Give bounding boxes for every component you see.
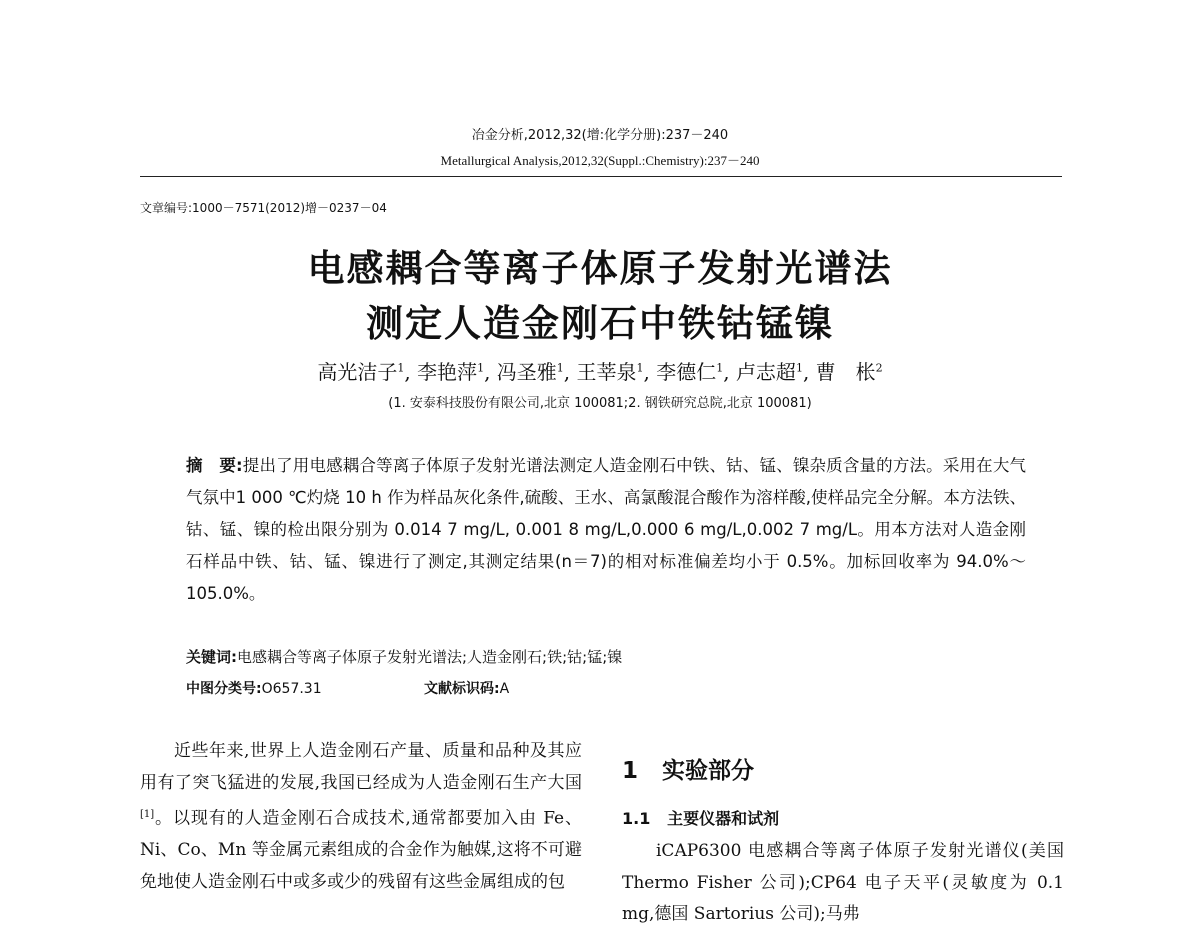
journal-header-en: Metallurgical Analysis,2012,32(Suppl.:Chemistry):237－240 (440, 153, 760, 168)
doc-code-label: 文献标识码: (424, 681, 500, 697)
citation-ref: [1] (140, 809, 155, 820)
experimental-paragraph: iCAP6300 电感耦合等离子体原子发射光谱仪(美国 Thermo Fisher 公司);CP64 电子天平(灵敏度为 0.1 mg,德国 Sartorius 公司);马弗 (622, 841, 1064, 924)
title-line-1: 电感耦合等离子体原子发射光谱法 (307, 247, 893, 290)
author-affiliation-mark: 1 (397, 361, 405, 375)
author-affiliation-mark: 2 (875, 361, 883, 375)
intro-text-cont: 。以现有的人造金刚石合成技术,通常都要加入由 Fe、Ni、Co、Mn 等金属元素组成的合金作为触媒,这将不可避免地使人造金刚石中或多或少的残留有这些金属组成的包 (140, 808, 582, 892)
section-title: 实验部分 (662, 758, 755, 784)
author-name: 曹 枨 (815, 360, 876, 384)
subsection-number: 1.1 (622, 809, 651, 828)
keywords-label: 关键词: (186, 648, 237, 666)
experimental-column (622, 836, 1064, 931)
author-name: 高光洁子 (317, 360, 398, 384)
author-affiliation-mark: 1 (556, 361, 564, 375)
intro-paragraph (140, 736, 582, 898)
abstract-label: 摘 要: (186, 456, 243, 475)
abstract (186, 450, 1026, 610)
author-name: 王莘泉 (576, 360, 637, 384)
article-number: 文章编号:1000－7571(2012)增－0237－04 (140, 201, 387, 215)
author-list: 高光洁子$^1$, 李艳萍$^1$, 冯圣雅$^1$, 王莘泉$^1$, 李德仁$^1$, 卢志超$^1$, 曹 枨$^2$ (317, 360, 883, 384)
subsection-title: 主要仪器和试剂 (667, 809, 780, 828)
author-affiliation-mark: 1 (477, 361, 485, 375)
doc-code-value: A (499, 681, 510, 697)
author-name: 卢志超 (735, 360, 796, 384)
author-name: 李艳萍 (417, 360, 478, 384)
subsection-heading (622, 806, 779, 829)
keywords (186, 646, 622, 667)
affiliations: (1. 安泰科技股份有限公司,北京 100081;2. 钢铁研究总院,北京 100081) (388, 396, 812, 411)
classification-line (186, 678, 510, 698)
abstract-text: 提出了用电感耦合等离子体原子发射光谱法测定人造金刚石中铁、钴、锰、镍杂质含量的方法。采用在大气气氛中1 000 ℃灼烧 10 h 作为样品灰化条件,硫酸、王水、高氯酸混合酸作为溶样酸,使样品完全分解。本方法铁、钴、锰、镍的检出限分别为 0.014 7 mg/L, 0.001 8 mg/L,0.000 6 mg/L,0.002 7 mg/L。用本方法对人造金刚石样品中铁、钴、锰、镍进行了测定,其测定结果(n＝7)的相对标准偏差均小于 0.5%。加标回收率为 94.0%～105.0%。 (186, 456, 1026, 603)
header-rule (140, 176, 1062, 177)
section-number: 1 (622, 758, 639, 784)
clc-label: 中图分类号: (186, 681, 262, 697)
author-affiliation-mark: 1 (795, 361, 803, 375)
intro-text: 近些年来,世界上人造金刚石产量、质量和品种及其应用有了突飞猛进的发展,我国已经成为人造金刚石生产大国 (140, 741, 582, 793)
title-line-2: 测定人造金刚石中铁钴锰镍 (366, 302, 834, 345)
section-heading (622, 752, 754, 785)
clc-value: O657.31 (261, 681, 322, 697)
intro-column (140, 736, 582, 898)
keywords-text: 电感耦合等离子体原子发射光谱法;人造金刚石;铁;钴;锰;镍 (237, 648, 623, 666)
author-affiliation-mark: 1 (716, 361, 724, 375)
author-affiliation-mark: 1 (636, 361, 644, 375)
author-name: 冯圣雅 (496, 360, 557, 384)
author-name: 李德仁 (656, 360, 717, 384)
journal-header-cn: 冶金分析,2012,32(增:化学分册):237－240 (471, 128, 729, 143)
